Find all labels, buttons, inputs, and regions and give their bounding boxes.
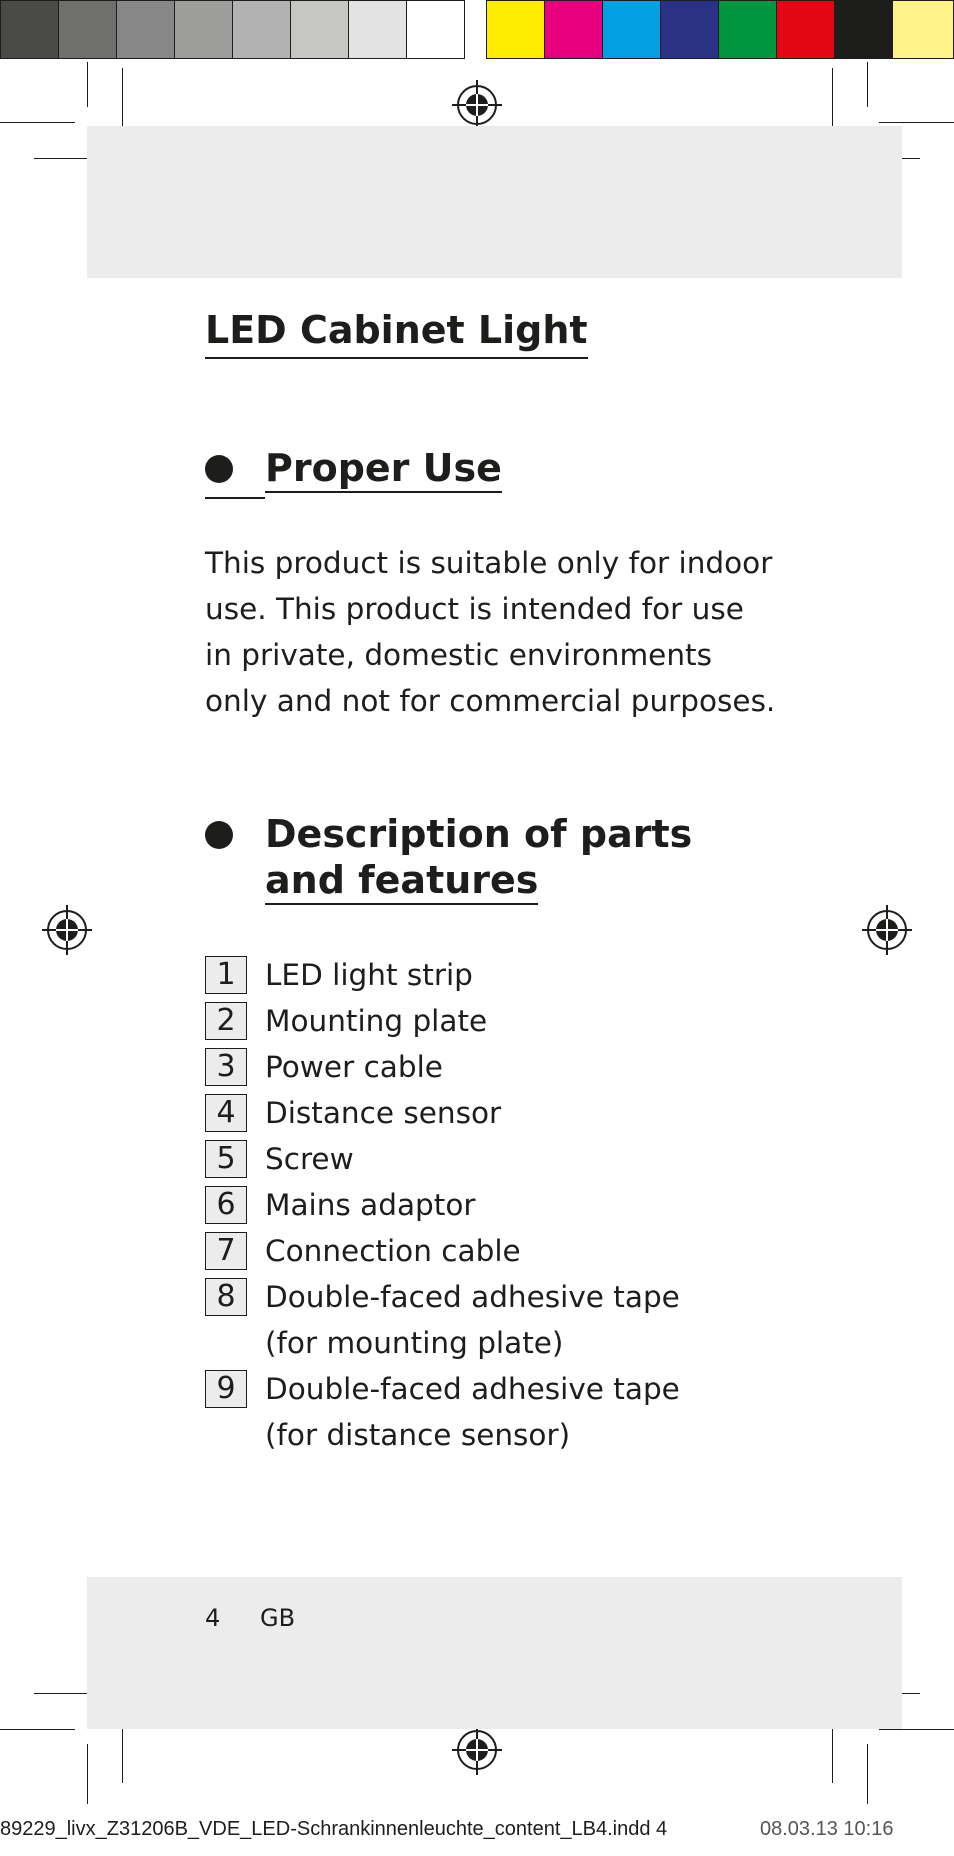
part-number-box: 2 (205, 1002, 247, 1040)
paragraph-line: This product is suitable only for indoor (205, 546, 773, 580)
crop-mark (0, 1729, 75, 1730)
gray-swatch-8 (406, 0, 465, 59)
part-label: Connection cable (265, 1234, 521, 1268)
crop-mark (122, 68, 123, 133)
blue-swatch (660, 0, 719, 59)
gray-swatch-5 (232, 0, 291, 59)
proper-use-paragraph (205, 540, 776, 724)
black-swatch (834, 0, 893, 59)
registration-mark-icon (42, 905, 92, 955)
slug-timestamp: 08.03.13 10:16 (760, 1818, 894, 1840)
footer-band (87, 1577, 902, 1729)
heading-underline (205, 497, 265, 499)
gray-swatch-4 (174, 0, 233, 59)
part-number-box: 8 (205, 1278, 247, 1316)
page-number: 4 (205, 1604, 221, 1632)
part-label-continued: (for mounting plate) (265, 1326, 564, 1360)
gray-swatch-3 (116, 0, 175, 59)
part-number-box: 1 (205, 956, 247, 994)
crop-mark (87, 62, 88, 107)
paragraph-line: use. This product is intended for use (205, 592, 744, 626)
crop-mark (879, 1729, 954, 1730)
slug-line (0, 1818, 954, 1841)
registration-mark-icon (452, 1725, 502, 1775)
part-number-box: 3 (205, 1048, 247, 1086)
part-label: Double-faced adhesive tape (265, 1280, 680, 1314)
part-number-box: 7 (205, 1232, 247, 1270)
section-heading-parts (265, 811, 692, 905)
heading-line: Description of parts (265, 812, 693, 856)
part-number-box: 6 (205, 1186, 247, 1224)
crop-mark (87, 1744, 88, 1804)
cyan-swatch (602, 0, 661, 59)
green-swatch (718, 0, 777, 59)
part-label-continued: (for distance sensor) (265, 1418, 571, 1452)
red-swatch (776, 0, 835, 59)
registration-mark-icon (862, 905, 912, 955)
part-label: Power cable (265, 1050, 443, 1084)
magenta-swatch (544, 0, 603, 59)
part-number-box: 5 (205, 1140, 247, 1178)
part-label: Mounting plate (265, 1004, 488, 1038)
section-heading-proper-use: Proper Use (265, 445, 502, 493)
gray-swatch-2 (58, 0, 117, 59)
part-label: LED light strip (265, 958, 473, 992)
section-bullet-icon (205, 821, 233, 849)
gray-swatch-1 (0, 0, 59, 59)
heading-line: and features (265, 857, 538, 905)
header-band (87, 126, 902, 278)
part-label: Screw (265, 1142, 354, 1176)
crop-mark (867, 1744, 868, 1804)
yellow-swatch (486, 0, 545, 59)
part-label: Double-faced adhesive tape (265, 1372, 680, 1406)
page-title: LED Cabinet Light (205, 305, 588, 359)
language-code: GB (260, 1604, 296, 1632)
gray-swatch-6 (290, 0, 349, 59)
part-number-box: 9 (205, 1370, 247, 1408)
registration-mark-icon (452, 80, 502, 130)
part-number-box: 4 (205, 1094, 247, 1132)
paragraph-line: only and not for commercial purposes. (205, 684, 776, 718)
section-bullet-icon (205, 455, 233, 483)
part-label: Mains adaptor (265, 1188, 476, 1222)
crop-mark (867, 62, 868, 107)
paragraph-line: in private, domestic environments (205, 638, 712, 672)
crop-mark (879, 122, 954, 123)
crop-mark (0, 122, 75, 123)
gray-swatch-7 (348, 0, 407, 59)
crop-mark (832, 68, 833, 133)
part-label: Distance sensor (265, 1096, 502, 1130)
light-yellow-swatch (892, 0, 954, 59)
slug-filename: 89229_livx_Z31206B_VDE_LED-Schrankinnenleuchte_content_LB4.indd 4 (0, 1818, 668, 1840)
